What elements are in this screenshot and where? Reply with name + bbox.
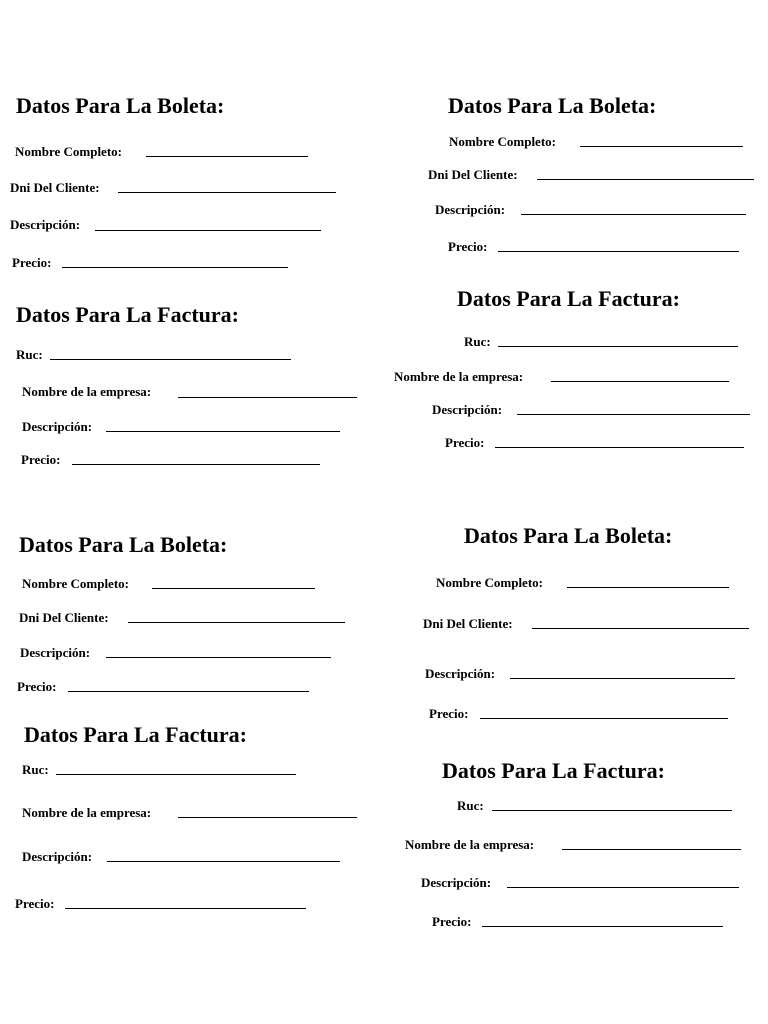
field-label-dni: Dni Del Cliente: — [10, 180, 100, 195]
ruc-fill-line[interactable] — [498, 346, 738, 347]
precio-fill-line[interactable] — [482, 926, 723, 927]
precio-fill-line[interactable] — [72, 464, 320, 465]
field-label-nombre-completo: Nombre Completo: — [436, 575, 543, 590]
dni-fill-line[interactable] — [532, 628, 749, 629]
factura-title: Datos Para La Factura: — [442, 758, 666, 783]
field-label-nombre-empresa: Nombre de la empresa: — [22, 384, 152, 399]
precio-fill-line[interactable] — [65, 908, 306, 909]
factura-title: Datos Para La Factura: — [457, 286, 681, 311]
ruc-fill-line[interactable] — [56, 774, 296, 775]
field-label-descripcion: Descripción: — [421, 875, 492, 890]
precio-fill-line[interactable] — [480, 718, 728, 719]
field-label-dni: Dni Del Cliente: — [19, 610, 109, 625]
field-label-nombre-empresa: Nombre de la empresa: — [405, 837, 535, 852]
nombre-empresa-fill-line[interactable] — [178, 397, 357, 398]
nombre-empresa-fill-line[interactable] — [178, 817, 357, 818]
field-label-precio: Precio: — [429, 706, 469, 721]
field-label-descripcion: Descripción: — [22, 419, 93, 434]
field-label-descripcion: Descripción: — [432, 402, 503, 417]
ruc-fill-line[interactable] — [50, 359, 291, 360]
field-label-precio: Precio: — [448, 239, 488, 254]
field-label-dni: Dni Del Cliente: — [423, 616, 513, 631]
field-label-nombre-empresa: Nombre de la empresa: — [22, 805, 152, 820]
nombre-completo-fill-line[interactable] — [146, 156, 308, 157]
precio-fill-line[interactable] — [62, 267, 288, 268]
nombre-empresa-fill-line[interactable] — [551, 381, 729, 382]
descripcion-fill-line[interactable] — [95, 230, 321, 231]
nombre-completo-fill-line[interactable] — [580, 146, 743, 147]
descripcion-fill-line[interactable] — [107, 861, 340, 862]
boleta-title: Datos Para La Boleta: — [16, 93, 225, 118]
field-label-nombre-completo: Nombre Completo: — [449, 134, 556, 149]
field-label-precio: Precio: — [445, 435, 485, 450]
boleta-title: Datos Para La Boleta: — [464, 523, 673, 548]
dni-fill-line[interactable] — [537, 179, 754, 180]
precio-fill-line[interactable] — [68, 691, 309, 692]
field-label-ruc: Ruc: — [22, 762, 49, 777]
field-label-precio: Precio: — [15, 896, 55, 911]
factura-title: Datos Para La Factura: — [24, 722, 248, 747]
field-label-descripcion: Descripción: — [10, 217, 81, 232]
descripcion-fill-line[interactable] — [517, 414, 750, 415]
field-label-nombre-completo: Nombre Completo: — [22, 576, 129, 591]
field-label-precio: Precio: — [12, 255, 52, 270]
boleta-title: Datos Para La Boleta: — [448, 93, 657, 118]
field-label-precio: Precio: — [432, 914, 472, 929]
field-label-descripcion: Descripción: — [435, 202, 506, 217]
field-label-ruc: Ruc: — [16, 347, 43, 362]
dni-fill-line[interactable] — [118, 192, 336, 193]
field-label-descripcion: Descripción: — [425, 666, 496, 681]
nombre-completo-fill-line[interactable] — [567, 587, 729, 588]
nombre-completo-fill-line[interactable] — [152, 588, 315, 589]
nombre-empresa-fill-line[interactable] — [562, 849, 741, 850]
field-label-ruc: Ruc: — [457, 798, 484, 813]
boleta-title: Datos Para La Boleta: — [19, 532, 228, 557]
factura-title: Datos Para La Factura: — [16, 302, 240, 327]
descripcion-fill-line[interactable] — [106, 431, 340, 432]
precio-fill-line[interactable] — [498, 251, 739, 252]
descripcion-fill-line[interactable] — [507, 887, 739, 888]
ruc-fill-line[interactable] — [492, 810, 732, 811]
field-label-precio: Precio: — [21, 452, 61, 467]
precio-fill-line[interactable] — [495, 447, 744, 448]
field-label-nombre-completo: Nombre Completo: — [15, 144, 122, 159]
field-label-dni: Dni Del Cliente: — [428, 167, 518, 182]
field-label-descripcion: Descripción: — [20, 645, 91, 660]
descripcion-fill-line[interactable] — [510, 678, 735, 679]
descripcion-fill-line[interactable] — [521, 214, 746, 215]
dni-fill-line[interactable] — [128, 622, 345, 623]
field-label-ruc: Ruc: — [464, 334, 491, 349]
field-label-nombre-empresa: Nombre de la empresa: — [394, 369, 524, 384]
field-label-descripcion: Descripción: — [22, 849, 93, 864]
field-label-precio: Precio: — [17, 679, 57, 694]
descripcion-fill-line[interactable] — [106, 657, 331, 658]
